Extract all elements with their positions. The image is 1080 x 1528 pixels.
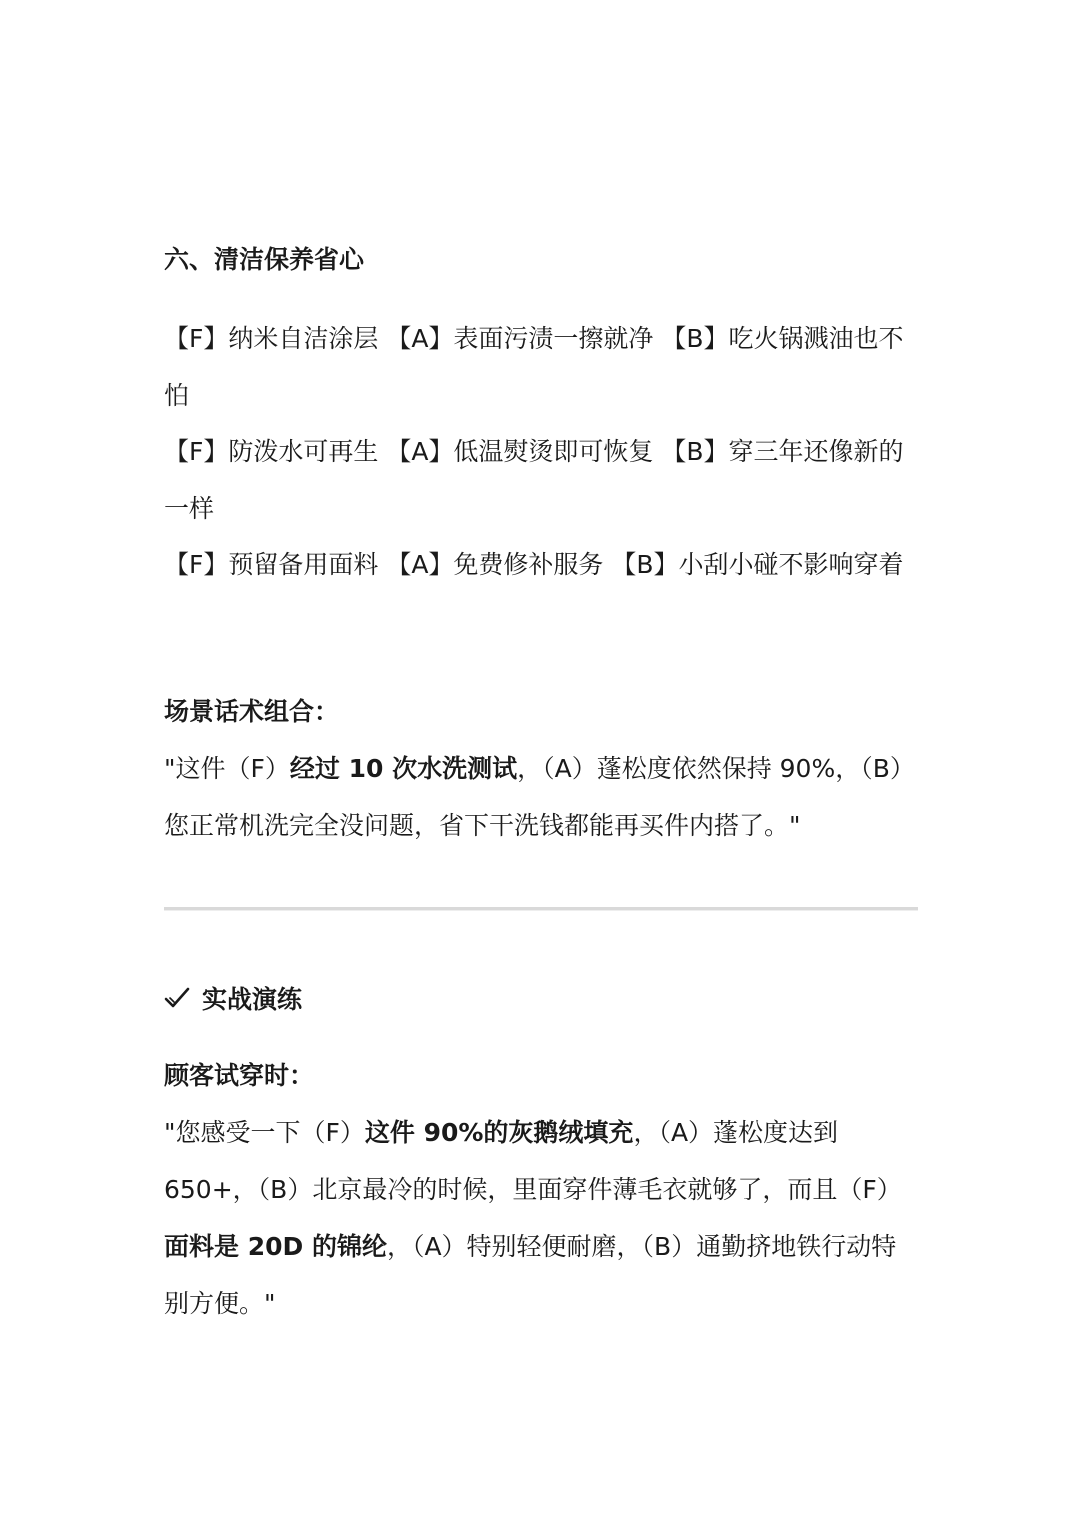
fab-line-3: 【F】预留备用面料 【A】免费修补服务 【B】小刮小碰不影响穿着 bbox=[164, 550, 904, 579]
practice-heading bbox=[164, 978, 302, 1018]
scenario-quote bbox=[164, 740, 918, 854]
practice-subtitle: 顾客试穿时： bbox=[164, 1061, 315, 1090]
check-icon bbox=[164, 985, 190, 1011]
practice-quote bbox=[164, 1104, 918, 1332]
section-heading: 六、清洁保养省心 bbox=[164, 245, 365, 274]
quote-text: ，（A）特别轻便耐磨，（B）通勤挤地铁行动特别方便。" bbox=[164, 1232, 897, 1318]
quote-text: "这件（F） bbox=[164, 754, 290, 783]
practice-title: 实战演练 bbox=[202, 985, 303, 1014]
quote-emphasis: 面料是 20D 的锦纶 bbox=[164, 1232, 387, 1261]
fab-line-2: 【F】防泼水可再生 【A】低温熨烫即可恢复 【B】穿三年还像新的一样 bbox=[164, 437, 904, 523]
fab-line-1: 【F】纳米自洁涂层 【A】表面污渍一擦就净 【B】吃火锅溅油也不怕 bbox=[164, 324, 904, 410]
quote-emphasis: 这件 90%的灰鹅绒填充 bbox=[364, 1118, 634, 1147]
divider bbox=[164, 907, 918, 911]
quote-text: ，（A）蓬松度达到 650+，（B）北京最冷的时候，里面穿件薄毛衣就够了，而且（F） bbox=[164, 1118, 902, 1204]
quote-text: "您感受一下（F） bbox=[164, 1118, 365, 1147]
quote-emphasis: 经过 10 次水洗测试 bbox=[289, 754, 518, 783]
quote-text: ，（A）蓬松度依然保持 90%，（B）您正常机洗完全没问题，省下干洗钱都能再买件内搭了。" bbox=[164, 754, 915, 840]
scenario-heading: 场景话术组合： bbox=[164, 697, 340, 726]
